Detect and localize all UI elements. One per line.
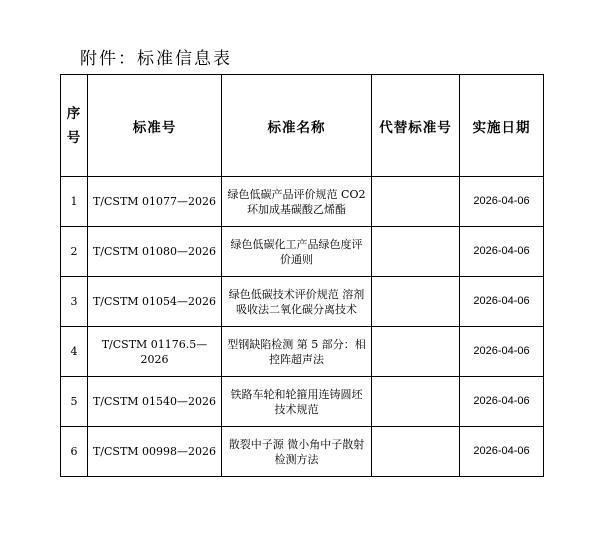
table-row [61, 327, 544, 377]
header-date: 实施日期 [460, 75, 544, 177]
row-date: 2026-04-06 [460, 277, 544, 327]
row-replaced [372, 427, 460, 477]
row-seq: 1 [61, 177, 88, 227]
row-seq: 5 [61, 377, 88, 427]
row-name: 绿色低碳产品评价规范 CO2 环加成基碳酸乙烯酯 [222, 177, 372, 227]
row-seq: 6 [61, 427, 88, 477]
table-header-row [61, 75, 544, 177]
row-replaced [372, 177, 460, 227]
header-seq-line2: 号 [66, 129, 82, 146]
row-name: 铁路车轮和轮箍用连铸圆坯 技术规范 [222, 377, 372, 427]
row-date: 2026-04-06 [460, 427, 544, 477]
table-row [61, 177, 544, 227]
row-code: T/CSTM 00998—2026 [88, 427, 222, 477]
row-replaced [372, 277, 460, 327]
row-name: 绿色低碳化工产品绿色度评价通则 [222, 227, 372, 277]
row-code: T/CSTM 01540—2026 [88, 377, 222, 427]
header-name: 标准名称 [222, 75, 372, 177]
table-row [61, 377, 544, 427]
table-row [61, 227, 544, 277]
row-code: T/CSTM 01054—2026 [88, 277, 222, 327]
row-replaced [372, 327, 460, 377]
row-seq: 3 [61, 277, 88, 327]
row-date: 2026-04-06 [460, 327, 544, 377]
row-name: 型钢缺陷检测 第 5 部分：相控阵超声法 [222, 327, 372, 377]
row-code: T/CSTM 01077—2026 [88, 177, 222, 227]
row-date: 2026-04-06 [460, 377, 544, 427]
table-row [61, 277, 544, 327]
row-name: 绿色低碳技术评价规范 溶剂吸收法二氧化碳分离技术 [222, 277, 372, 327]
header-seq [61, 75, 88, 177]
row-seq: 2 [61, 227, 88, 277]
row-code: T/CSTM 01080—2026 [88, 227, 222, 277]
header-replaced: 代替标准号 [372, 75, 460, 177]
row-date: 2026-04-06 [460, 177, 544, 227]
header-code: 标准号 [88, 75, 222, 177]
row-replaced [372, 377, 460, 427]
table-row [61, 427, 544, 477]
row-seq: 4 [61, 327, 88, 377]
row-name: 散裂中子源 微小角中子散射检测方法 [222, 427, 372, 477]
row-replaced [372, 227, 460, 277]
standards-table [60, 74, 544, 477]
header-seq-line1: 序 [66, 105, 82, 122]
row-date: 2026-04-06 [460, 227, 544, 277]
row-code: T/CSTM 01176.5—2026 [88, 327, 222, 377]
page-title: 附件：标准信息表 [80, 49, 232, 69]
